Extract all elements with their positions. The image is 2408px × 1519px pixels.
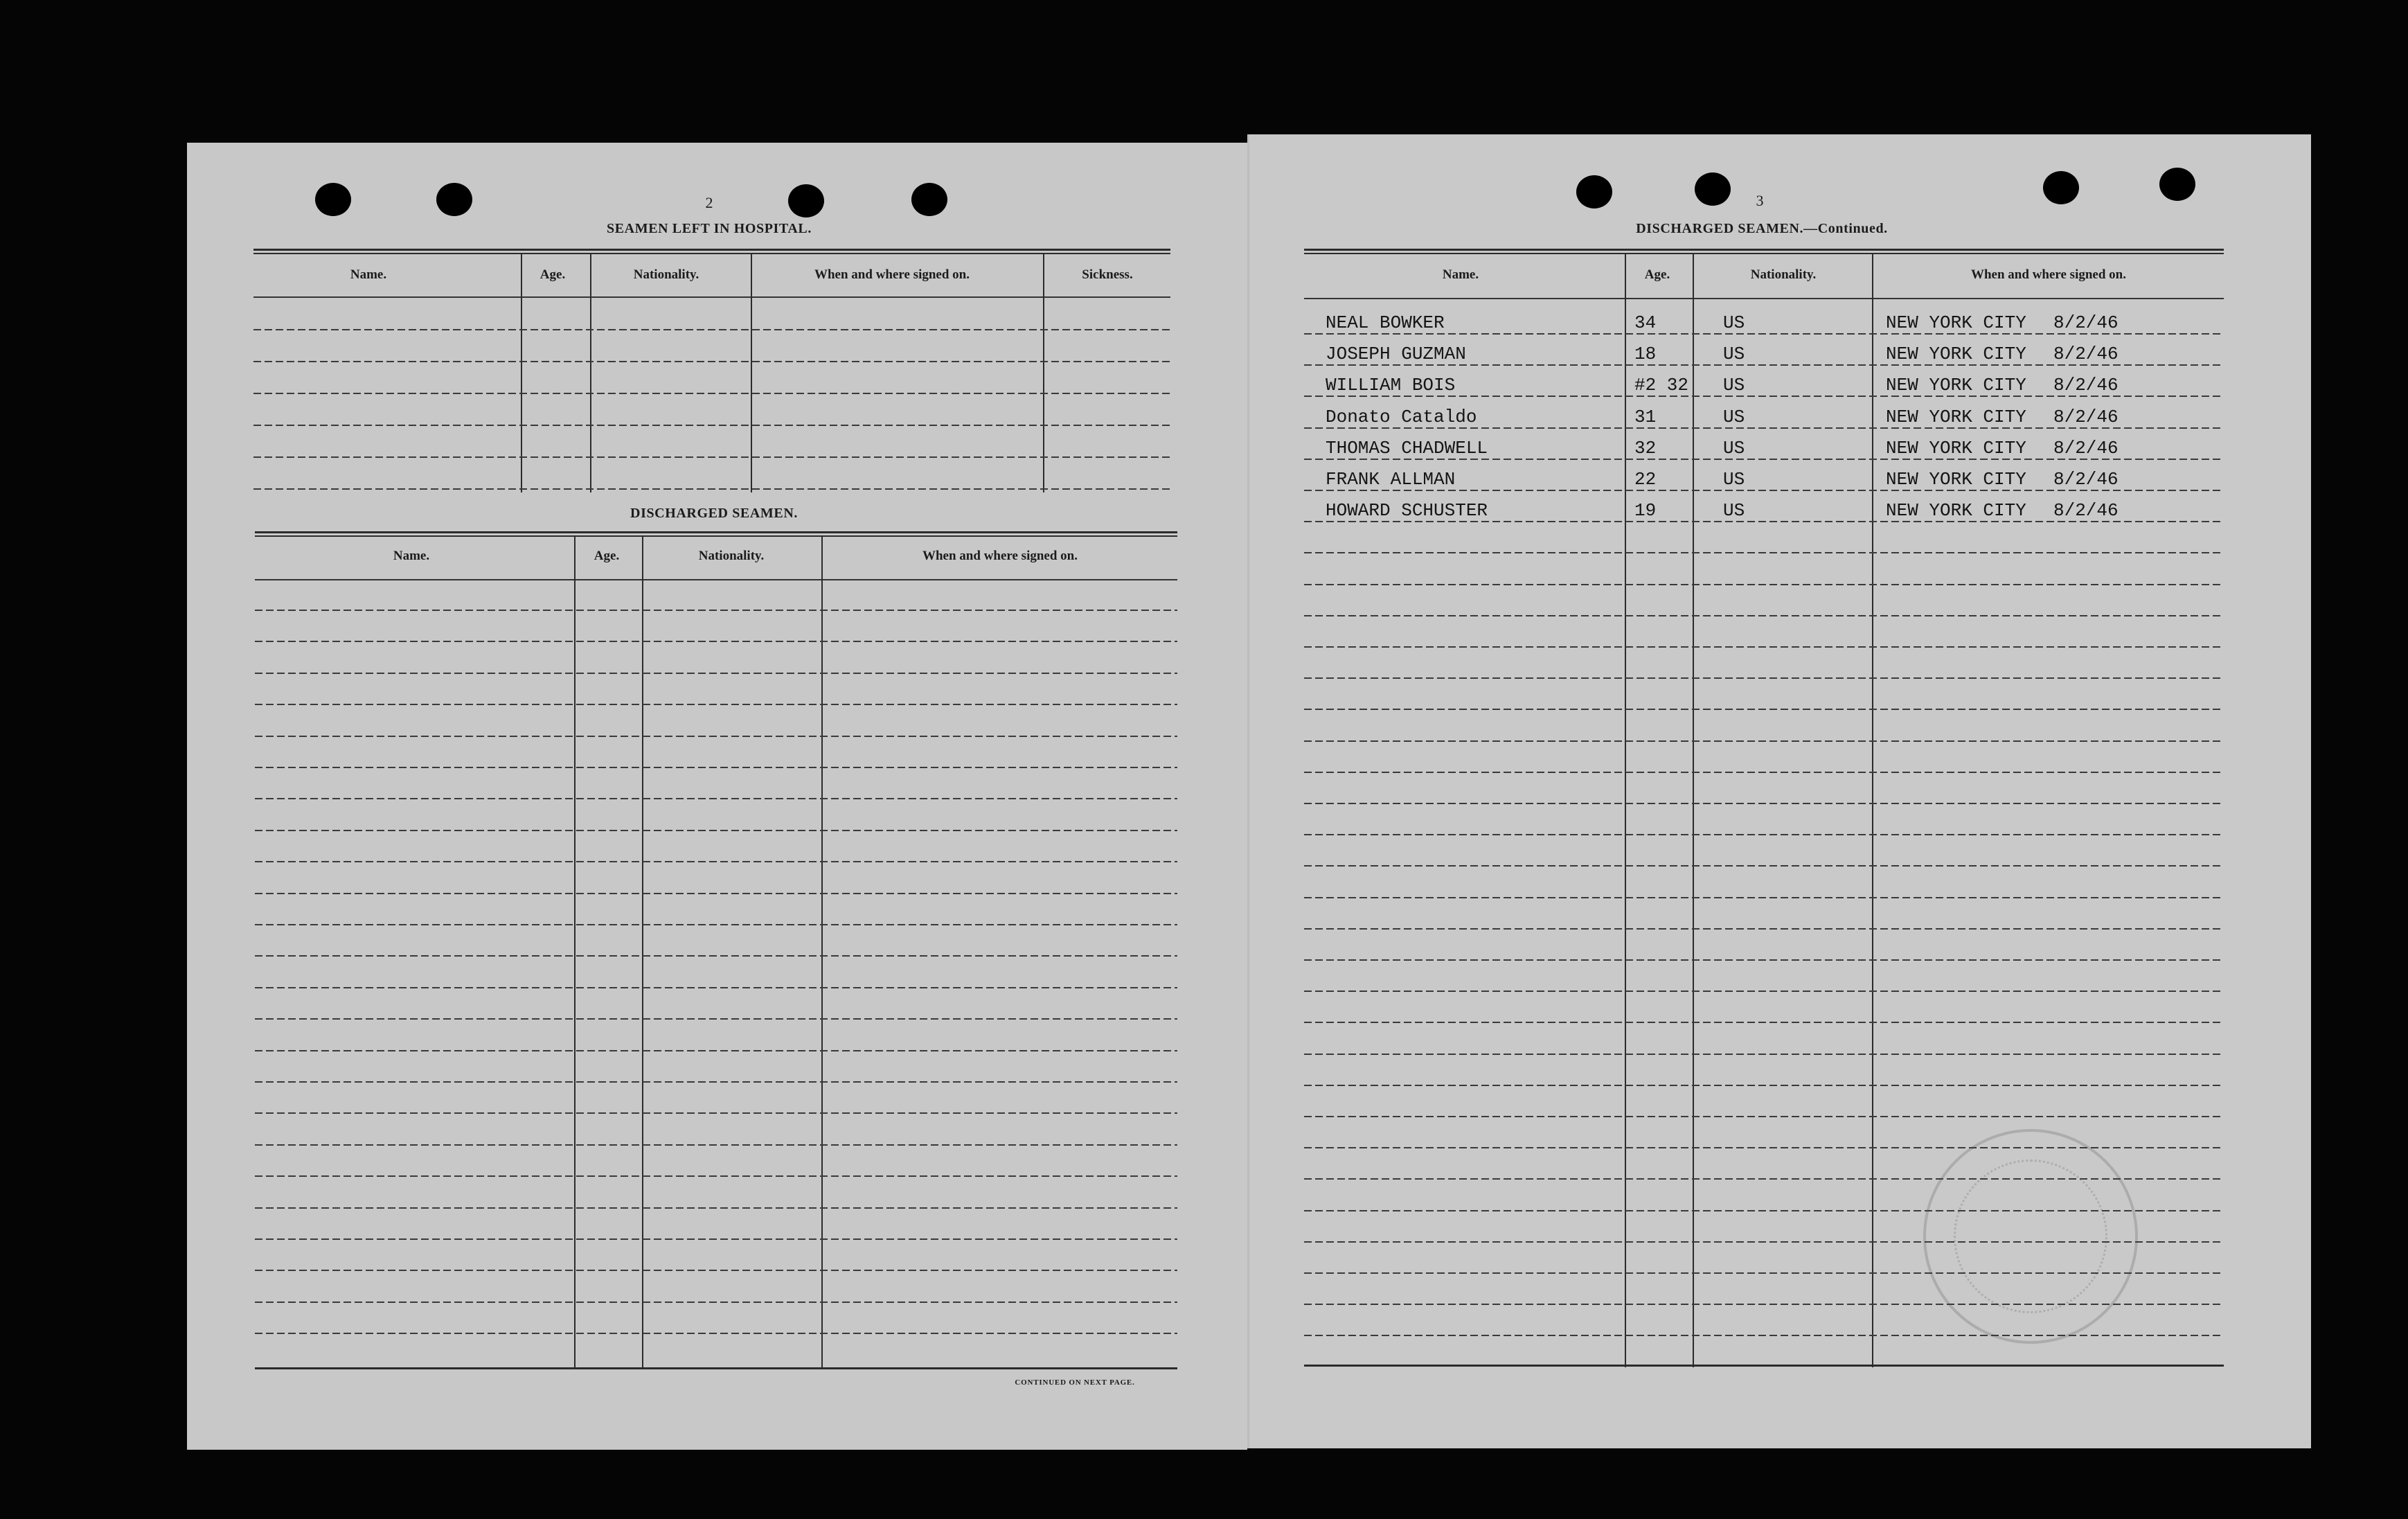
ruled-line — [1304, 959, 2224, 961]
table-row — [1304, 501, 2224, 520]
seaman-age: 31 — [1634, 406, 1657, 427]
signed-on-date: 8/2/46 — [2053, 344, 2119, 365]
punch-hole — [911, 183, 947, 216]
ruled-line — [1304, 709, 2224, 710]
table-top-rule — [1304, 253, 2224, 254]
seaman-nationality: US — [1723, 469, 1745, 490]
seaman-name: THOMAS CHADWELL — [1326, 437, 1488, 459]
ruled-line — [255, 1018, 1177, 1020]
ruled-line — [1304, 865, 2224, 867]
discharged-section-title: DISCHARGED SEAMEN. — [630, 506, 798, 521]
ruled-line — [255, 924, 1177, 925]
table-row — [1304, 344, 2224, 364]
table-top-rule — [253, 249, 1170, 251]
ruled-line — [253, 393, 1170, 394]
ruled-line — [1304, 1116, 2224, 1117]
column-header-age: Age. — [1644, 267, 1670, 282]
ruled-line — [255, 798, 1177, 799]
column-header-nationality: Nationality. — [1750, 267, 1817, 282]
column-header-age: Age. — [539, 267, 566, 282]
ruled-line — [1304, 803, 2224, 804]
ruled-line — [255, 1081, 1177, 1083]
punch-hole — [315, 183, 351, 216]
signed-on-date: 8/2/46 — [2053, 437, 2119, 459]
header-rule — [1304, 298, 2224, 299]
ruled-line — [255, 767, 1177, 768]
seaman-nationality: US — [1723, 406, 1745, 427]
ruled-line — [1304, 646, 2224, 648]
table-row — [1304, 407, 2224, 427]
discharged-table — [255, 531, 1177, 1369]
signed-on-place: NEW YORK CITY — [1886, 344, 2026, 365]
signed-on-date: 8/2/46 — [2053, 375, 2119, 396]
column-header-name: Name. — [350, 267, 387, 282]
column-header-name: Name. — [1442, 267, 1479, 282]
column-header-signed-on: When and where signed on. — [814, 267, 970, 282]
seaman-age: #2 32 — [1634, 375, 1689, 396]
ruled-line — [255, 1238, 1177, 1240]
seaman-age: 22 — [1634, 469, 1657, 490]
signed-on-date: 8/2/46 — [2053, 469, 2119, 490]
ruled-line — [253, 425, 1170, 426]
seaman-nationality: US — [1723, 344, 1745, 365]
table-row — [1304, 470, 2224, 489]
seaman-name: WILLIAM BOIS — [1326, 375, 1456, 396]
header-rule — [255, 579, 1177, 580]
punch-hole — [2043, 171, 2079, 204]
seaman-name: NEAL BOWKER — [1326, 312, 1445, 333]
ruled-line — [253, 456, 1170, 458]
ruled-line — [1304, 1335, 2224, 1336]
faint-stamp — [1923, 1129, 2138, 1344]
ruled-line — [255, 1144, 1177, 1146]
ruled-line — [255, 641, 1177, 642]
table-row — [1304, 313, 2224, 332]
ruled-line — [1304, 834, 2224, 835]
ruled-line — [1304, 615, 2224, 616]
column-header-name: Name. — [393, 549, 430, 563]
ruled-line — [1304, 490, 2224, 491]
column-header-signed-on: When and where signed on. — [922, 549, 1078, 563]
ruled-line — [255, 610, 1177, 611]
ruled-line — [255, 1302, 1177, 1303]
header-rule — [253, 296, 1170, 298]
ruled-line — [255, 1112, 1177, 1114]
ruled-line — [255, 1207, 1177, 1209]
ruled-line — [253, 488, 1170, 490]
ruled-line — [255, 893, 1177, 894]
seaman-age: 18 — [1634, 344, 1657, 365]
punch-hole — [788, 184, 824, 217]
punch-hole — [2159, 168, 2195, 201]
ruled-line — [255, 673, 1177, 674]
page-number: 3 — [1756, 192, 1764, 209]
table-top-rule — [1304, 249, 2224, 251]
signed-on-place: NEW YORK CITY — [1886, 469, 2026, 490]
seaman-nationality: US — [1723, 500, 1745, 522]
ruled-line — [255, 1333, 1177, 1334]
seaman-name: JOSEPH GUZMAN — [1326, 344, 1466, 365]
column-header-signed-on: When and where signed on. — [1970, 267, 2127, 282]
punch-hole — [1695, 172, 1731, 206]
seaman-nationality: US — [1723, 312, 1745, 333]
column-divider — [642, 535, 643, 1369]
table-bottom-rule — [1304, 1365, 2224, 1367]
ruled-line — [1304, 677, 2224, 679]
ruled-line — [1304, 427, 2224, 429]
column-divider — [574, 535, 576, 1369]
seaman-nationality: US — [1723, 437, 1745, 459]
seaman-age: 34 — [1634, 312, 1657, 333]
continued-note: CONTINUED ON NEXT PAGE. — [1015, 1378, 1135, 1387]
ruled-line — [1304, 552, 2224, 553]
ruled-line — [1304, 396, 2224, 397]
punch-hole — [1576, 175, 1612, 208]
ruled-line — [1304, 1054, 2224, 1055]
seaman-name: HOWARD SCHUSTER — [1326, 500, 1488, 522]
signed-on-place: NEW YORK CITY — [1886, 437, 2026, 459]
hospital-section-title: SEAMEN LEFT IN HOSPITAL. — [607, 221, 812, 236]
hospital-table — [253, 249, 1170, 492]
seaman-nationality: US — [1723, 375, 1745, 396]
ruled-line — [255, 987, 1177, 988]
table-top-rule — [255, 535, 1177, 537]
page-number: 2 — [705, 194, 713, 211]
ruled-line — [1304, 991, 2224, 992]
ruled-line — [1304, 333, 2224, 335]
table-top-rule — [253, 253, 1170, 254]
table-top-rule — [255, 531, 1177, 533]
table-row — [1304, 438, 2224, 458]
ruled-line — [1304, 364, 2224, 366]
punch-hole — [436, 183, 472, 216]
seaman-age: 19 — [1634, 500, 1657, 522]
column-header-nationality: Nationality. — [633, 267, 699, 282]
signed-on-date: 8/2/46 — [2053, 500, 2119, 522]
ruled-line — [1304, 928, 2224, 930]
discharged-continued-title: DISCHARGED SEAMEN.—Continued. — [1636, 221, 1888, 236]
ruled-line — [1304, 584, 2224, 585]
ruled-line — [1304, 897, 2224, 898]
ruled-line — [1304, 740, 2224, 742]
ruled-line — [255, 830, 1177, 831]
seaman-age: 32 — [1634, 437, 1657, 459]
ruled-line — [1304, 772, 2224, 773]
signed-on-place: NEW YORK CITY — [1886, 312, 2026, 333]
seaman-name: Donato Cataldo — [1326, 406, 1477, 427]
left-page — [187, 143, 1247, 1450]
ruled-line — [255, 1175, 1177, 1177]
ruled-line — [255, 1270, 1177, 1271]
ruled-line — [255, 955, 1177, 957]
column-header-sickness: Sickness. — [1082, 267, 1133, 282]
signed-on-place: NEW YORK CITY — [1886, 406, 2026, 427]
column-divider — [821, 535, 823, 1369]
column-header-age: Age. — [594, 549, 620, 563]
ruled-line — [255, 704, 1177, 705]
ruled-line — [1304, 1085, 2224, 1086]
signed-on-place: NEW YORK CITY — [1886, 375, 2026, 396]
faint-stamp-inner-ring — [1954, 1160, 2107, 1313]
table-row — [1304, 375, 2224, 395]
ruled-line — [1304, 459, 2224, 460]
signed-on-place: NEW YORK CITY — [1886, 500, 2026, 522]
ruled-line — [253, 361, 1170, 362]
signed-on-date: 8/2/46 — [2053, 406, 2119, 427]
right-page — [1247, 134, 2311, 1448]
seaman-name: FRANK ALLMAN — [1326, 469, 1456, 490]
ruled-line — [1304, 1022, 2224, 1023]
ruled-line — [255, 736, 1177, 737]
ruled-line — [255, 1050, 1177, 1051]
column-header-nationality: Nationality. — [698, 549, 765, 563]
ruled-line — [253, 329, 1170, 330]
ruled-line — [255, 861, 1177, 862]
signed-on-date: 8/2/46 — [2053, 312, 2119, 333]
table-bottom-rule — [255, 1367, 1177, 1369]
ruled-line — [1304, 521, 2224, 522]
